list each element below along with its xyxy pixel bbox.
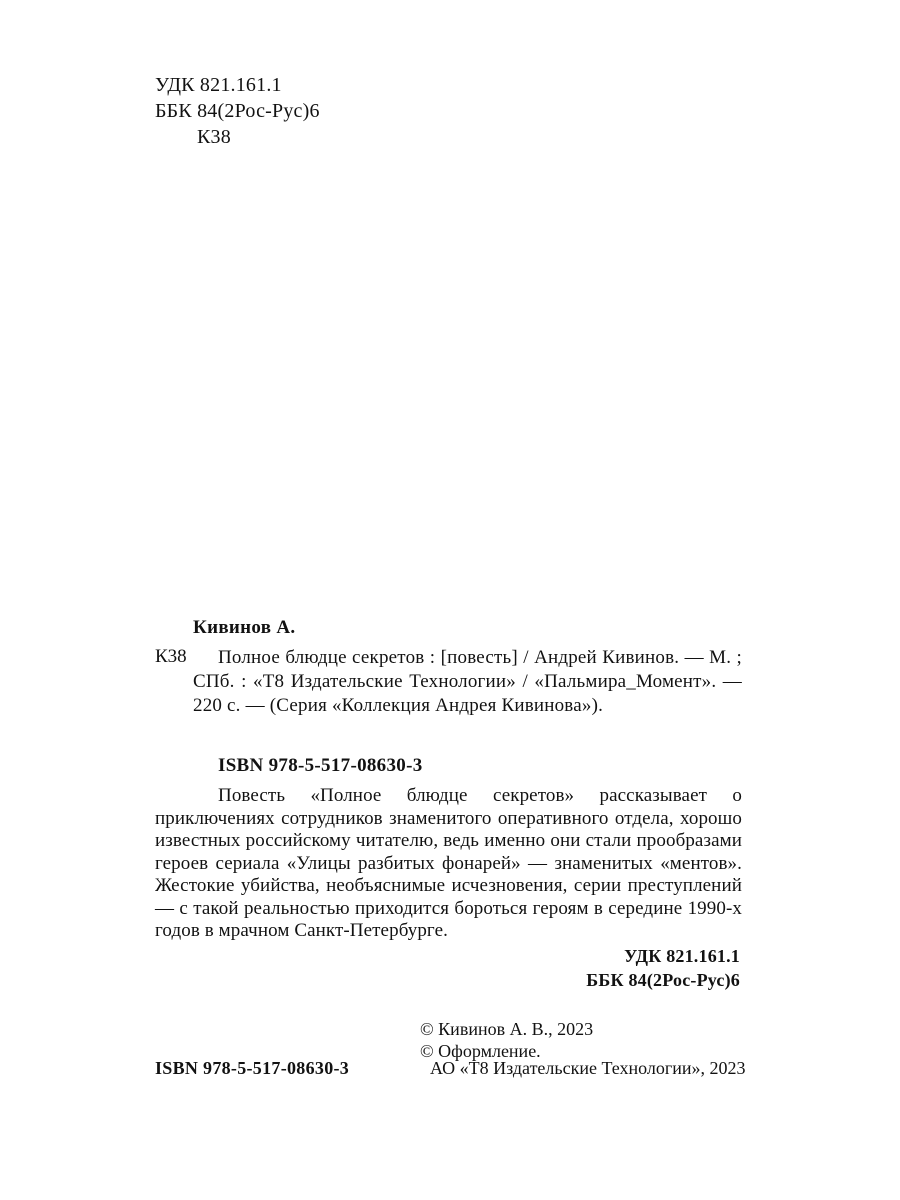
isbn-footer: ISBN 978-5-517-08630-3 [155,1058,350,1078]
publisher-line: АО «Т8 Издательские Технологии», 2023 [430,1058,746,1078]
copyright-author: © Кивинов А. В., 2023 [420,1019,594,1039]
bbk-right: ББК 84(2Рос-Рус)6 [586,970,740,990]
classification-block [155,72,320,150]
biblio-code: К38 [155,646,187,667]
udc-top: УДК 821.161.1 [155,74,282,96]
copyright-design: © Оформление. [420,1041,541,1061]
udc-right: УДК 821.161.1 [624,946,740,966]
annotation-paragraph: Повесть «Полное блюдце секретов» рассказывает о приключениях сотрудников знаменитого оперативного отдела, хорошо известных российскому читателю, ведь именно они стали прообразами героев сериала «Улицы разбитых фонарей» — знаменитых «ментов». Жестокие убийства, необъяснимые исчезновения, серии преступлений — с такой реальностью приходится бороться героям в середине 1990-х годов в мрачном Санкт-Петербурге. [155,785,742,941]
author-name: Кивинов А. [193,617,296,638]
classification-block-right [586,944,740,992]
biblio-entry: Полное блюдце секретов : [повесть] / Андрей Кивинов. — М. ; СПб. : «Т8 Издательские Технологии» / «Пальмира_Момент». — 220 с. — (Серия «Коллекция Андрея Кивинова»). [193,647,742,716]
isbn-main: ISBN 978-5-517-08630-3 [218,755,423,776]
author-sign-code: К38 [197,126,231,148]
bbk-top: ББК 84(2Рос-Рус)6 [155,100,320,122]
